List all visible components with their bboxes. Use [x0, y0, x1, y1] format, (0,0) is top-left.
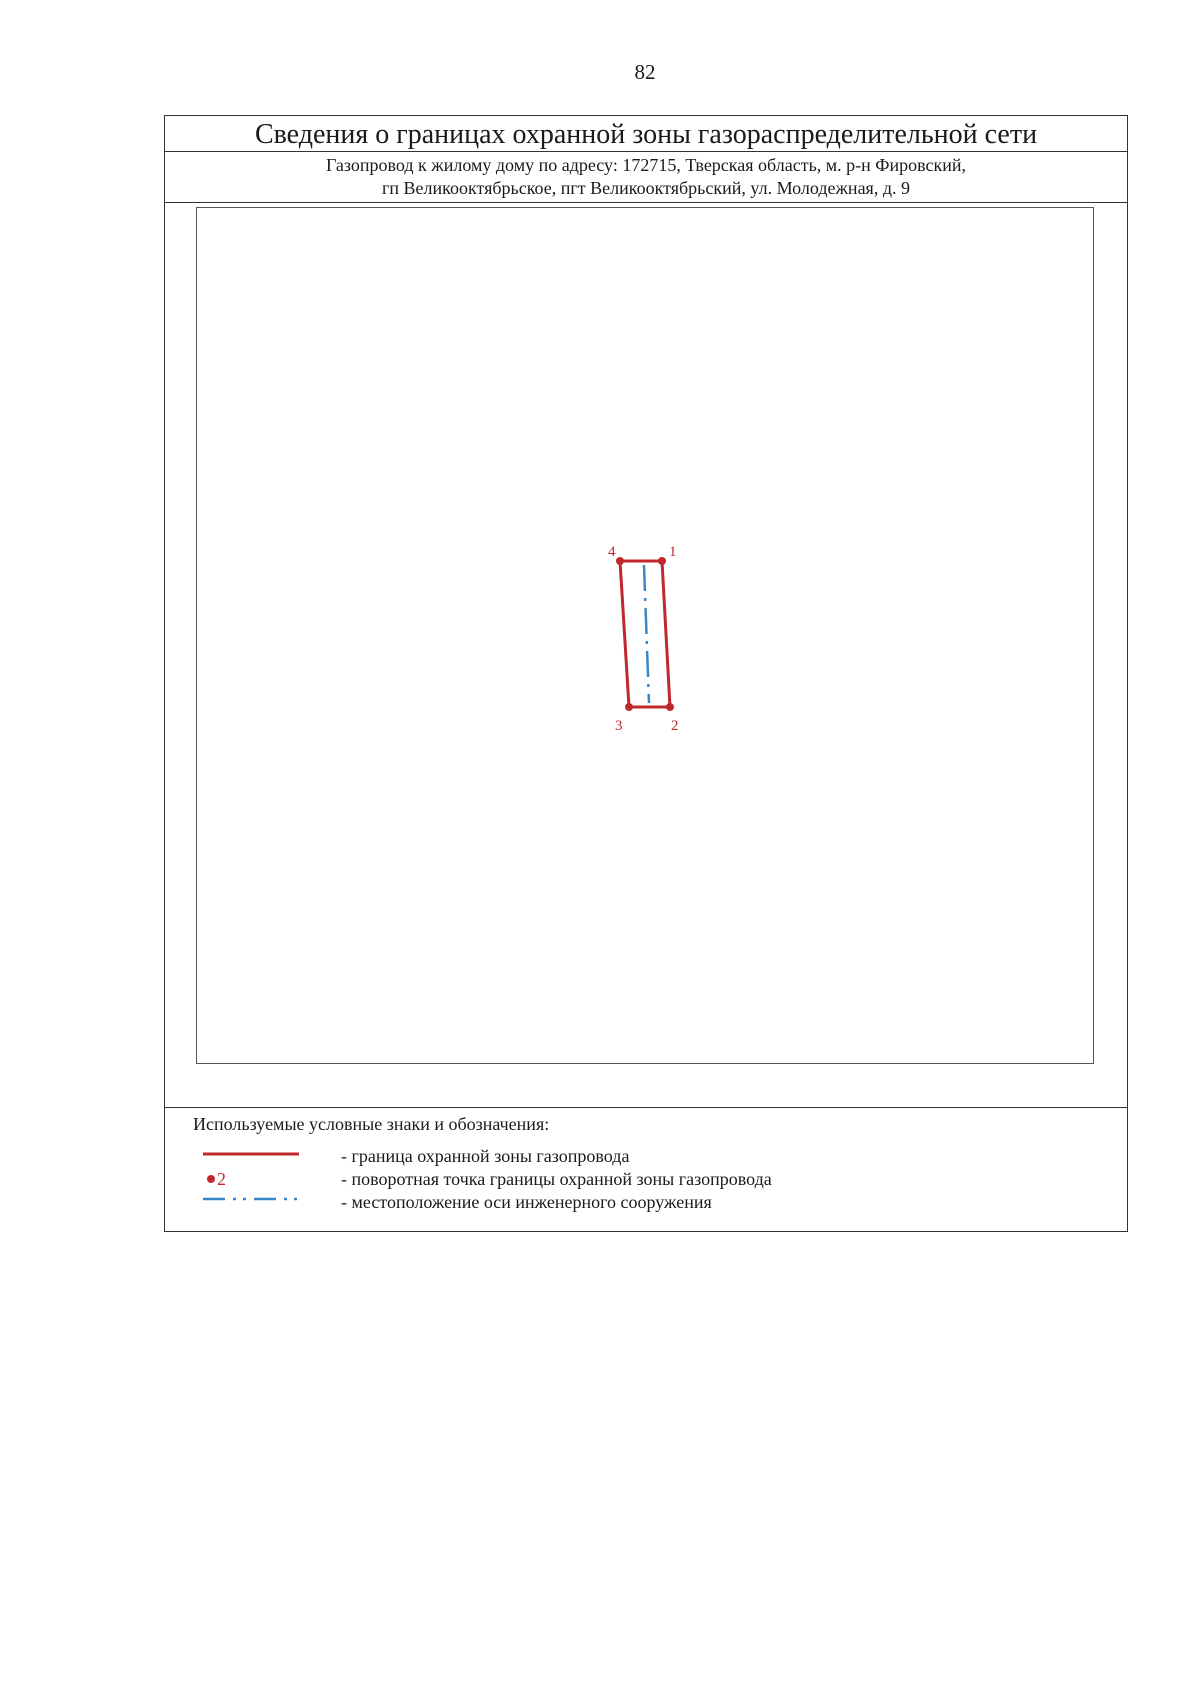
legend-item-point: [165, 1168, 1127, 1192]
point-label-2: 2: [671, 718, 679, 734]
blue-dash-dot-line-icon: [203, 1191, 303, 1215]
legend-text-point: - поворотная точка границы охранной зоны газопровода: [341, 1169, 772, 1189]
subtitle-line-2: гп Великооктябрьское, пгт Великооктябрьский, ул. Молодежная, д. 9: [382, 178, 910, 198]
subtitle-line-1: Газопровод к жилому дому по адресу: 172715, Тверская область, м. р-н Фировский,: [325, 155, 967, 175]
red-line-icon: [203, 1145, 303, 1169]
legend: [165, 1107, 1127, 1231]
zone-map: [197, 208, 1095, 1065]
legend-heading: Используемые условные знаки и обозначения:: [193, 1114, 550, 1134]
turning-point-3: [625, 703, 633, 711]
page-number: 82: [634, 60, 656, 84]
turning-point-1: [658, 557, 666, 565]
pipeline-axis: [644, 565, 649, 703]
legend-text-axis: - местоположение оси инженерного сооружения: [341, 1192, 712, 1212]
legend-point-label: 2: [217, 1169, 226, 1189]
legend-item-axis: [165, 1191, 1127, 1215]
legend-item-boundary: [165, 1145, 1127, 1169]
point-label-4: 4: [608, 544, 616, 560]
point-label-3: 3: [615, 718, 623, 734]
sheet-subtitle: [165, 152, 1127, 203]
legend-text-boundary: - граница охранной зоны газопровода: [341, 1146, 630, 1166]
sheet-title: Сведения о границах охранной зоны газораспределительной сети: [165, 116, 1127, 152]
turning-point-2: [666, 703, 674, 711]
zone-sheet: [164, 115, 1128, 1232]
point-label-1: 1: [669, 544, 677, 560]
turning-point-4: [616, 557, 624, 565]
map-frame: [196, 207, 1094, 1064]
